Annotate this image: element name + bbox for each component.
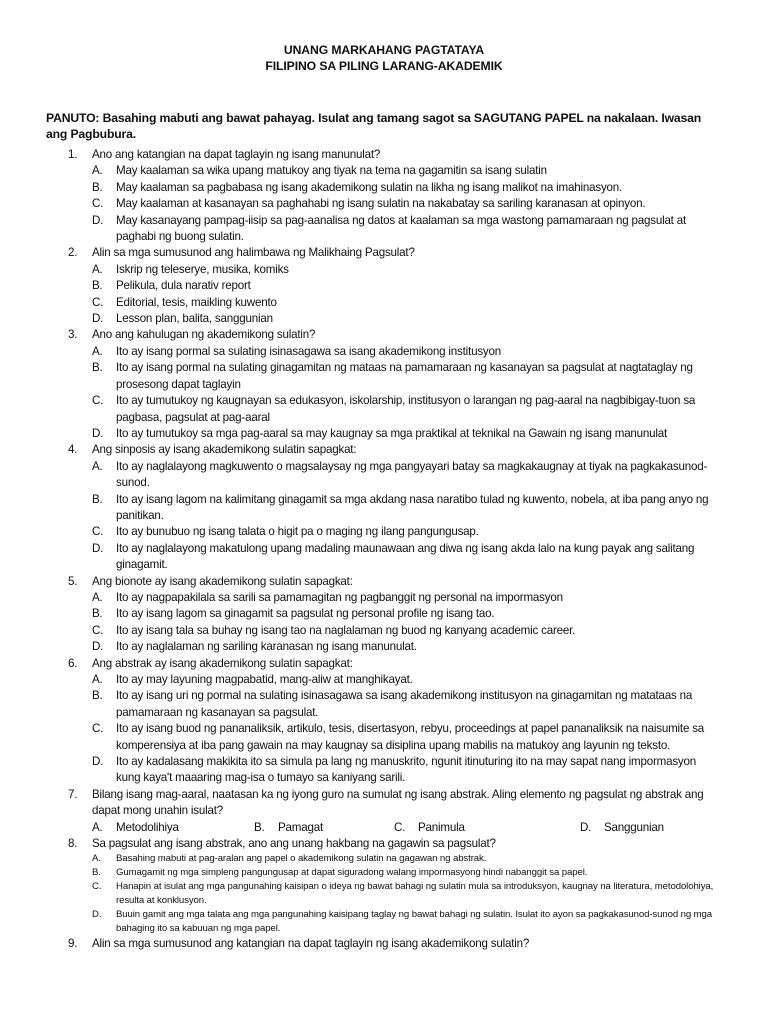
question-text: Sa pagsulat ang isang abstrak, ano ang unang hakbang na gagawin sa pagsulat? [92,837,496,851]
option-a: A. Metodolihiya [92,820,179,834]
option-d: D. Buuin gamit ang mga talata ang mga pangunahing kaisipang taglay ng bawat bahagi ng sulatin. Isulat ito ayon sa pagkakasunod-sunod ng mga bahaging ito sa kabuuan ng mga papel. [92,909,713,934]
question-5 [46,574,722,656]
option-a: A. Ito ay nagpapakilala sa sarili sa pamamagitan ng pagbanggit ng personal na impormasyon [92,590,563,604]
question-text: Ang abstrak ay isang akademikong sulatin sapagkat: [92,656,353,670]
question-text: Ano ang katangian na dapat taglayin ng isang manunulat? [92,148,381,161]
option-c: C. Ito ay isang buod ng pananaliksik, artikulo, tesis, disertasyon, rebyu, proceedings at papel pananaliksik na naisumite sa komperensiya at iba pang gawain na may kaugnay sa disiplina upang mabilis na matukoy ang layunin ng teksto. [92,722,705,752]
question-number: 9. [68,936,78,950]
question-text: Alin sa mga sumusunod ang halimbawa ng Malikhaing Pagsulat? [92,246,415,260]
question-9 [46,936,722,952]
option-d: D. Ito ay naglalayong makatulong upang madaling maunawaan ang diwa ng isang akda lalo na kung payak ang salitang ginagamit. [92,541,695,572]
option-c: C. Ito ay tumutukoy ng kaugnayan sa edukasyon, iskolarship, institusyon o larangan ng pag-aaral na nagbibigay-tuon sa pagbasa, pagsulat at pag-aaral [92,394,696,424]
option-d: D. May kasanayang pampag-iisip sa pag-aanalisa ng datos at kaalaman sa mga wastong pamamaraan ng pagsulat at paghabi ng buong sulatin. [92,213,686,244]
option-b: B. Pamagat [254,820,324,834]
question-6 [46,656,722,787]
question-number: 8. [68,837,78,851]
option-a: A. Ito ay isang pormal sa sulating isinasagawa sa isang akademikong institusyon [92,344,502,358]
question-number: 5. [68,574,78,588]
inline-options [92,820,722,836]
option-d: D. Lesson plan, balita, sanggunian [92,312,273,326]
question-text: Ang sinposis ay isang akademikong sulatin sapagkat: [92,443,357,457]
question-text: Ano ang kahulugan ng akademikong sulatin? [92,328,316,342]
option-b: B. Pelikula, dula narativ report [92,279,251,293]
question-1 [46,147,722,245]
option-b: B. Ito ay isang lagom na kalimitang ginagamit sa mga akdang nasa naratibo tulad ng kuwento, nobela, at iba pang anyo ng panitikan. [92,492,709,522]
exam-title: UNANG MARKAHANG PAGTATAYA [283,43,485,57]
option-b: B. Ito ay isang pormal na sulating ginagamitan ng mataas na pamamaraan ng kasanayan sa pagsulat at nagtataglay ng prosesong dapat taglayin [92,361,693,391]
option-c: C. Panimula [394,820,465,834]
question-number: 4. [68,443,78,457]
instructions: PANUTO: Basahing mabuti ang bawat pahayag. Isulat ang tamang sagot sa SAGUTANG PAPEL na nakalaan. Iwasan ang Pagbubura. [46,111,702,141]
question-7 [46,787,722,836]
exam-subject: FILIPINO SA PILING LARANG-AKADEMIK [265,59,503,73]
question-list [46,147,722,952]
option-c: C. May kaalaman at kasanayan sa paghahabi ng isang sulatin na nakabatay sa sariling karanasan at opinyon. [92,197,646,211]
question-text: Alin sa mga sumusunod ang katangian na dapat taglayin ng isang akademikong sulatin? [92,936,530,950]
question-number: 7. [68,787,78,801]
option-a: A. Ito ay naglalayong magkuwento o magsalaysay ng mga pangyayari batay sa magkakaugnay at tiyak na pagkakasunod-sunod. [92,459,708,490]
option-b: B. Gumagamit ng mga simpleng pangungusap at dapat siguradong walang impormasyong hindi nabanggit sa papel. [92,867,588,879]
option-b: B. Ito ay isang lagom sa ginagamit sa pagsulat ng personal profile ng isang tao. [92,607,495,621]
option-a: A. Iskrip ng teleserye, musika, komiks [92,262,289,276]
option-c: C. Ito ay isang tala sa buhay ng isang tao na naglalaman ng buod ng kanyang academic career. [92,623,576,637]
option-d: D. Ito ay tumutukoy sa mga pag-aaral sa may kaugnay sa mga praktikal at teknikal na Gawain ng isang manunulat [92,426,668,440]
question-3 [46,327,722,442]
question-number: 2. [68,246,78,260]
question-text: Ang bionote ay isang akademikong sulatin sapagkat: [92,574,353,588]
question-number: 6. [68,656,78,670]
question-2 [46,245,722,327]
option-c: C. Hanapin at isulat ang mga pangunahing kaisipan o ideya ng bawat bahagi ng sulatin mula sa introduksyon, kaugnay na literatura, metodolohiya, resulta at konklusyon. [92,881,714,907]
option-c: C. Ito ay bunubuo ng isang talata o higit pa o maging ng ilang pangungusap. [92,525,479,539]
option-d: D. Ito ay kadalasang makikita ito sa simula pa lang ng manuskrito, ngunit itinuturing ito na may sapat nang impormasyon kung kaya't maaaring mag-isa o tumayo sa kaniyang sarili. [92,755,697,785]
option-d: D. Sanggunian [580,820,664,834]
question-number: 1. [68,148,78,161]
question-8 [46,836,722,936]
option-c: C. Editorial, tesis, maikling kuwento [92,295,277,309]
option-a: A. Basahing mabuti at pag-aralan ang papel o akademikong sulatin na gagawan ng abstrak. [92,853,487,865]
exam-header [46,42,722,74]
option-b: B. May kaalaman sa pagbabasa ng isang akademikong sulatin na likha ng isang malikot na imahinasyon. [92,180,623,194]
question-text: Bilang isang mag-aaral, naatasan ka ng iyong guro na sumulat ng isang abstrak. Aling elemento ng pagsulat ng abstrak ang dapat mong unahin isulat? [92,787,704,818]
option-d: D. Ito ay naglalaman ng sariling karanasan ng isang manunulat. [92,640,417,654]
question-number: 3. [68,328,78,342]
option-b: B. Ito ay isang uri ng pormal na sulating isinasagawa sa isang akademikong institusyon na ginagamitan ng matataas na pamamaraan ng kasanayan sa pagsulat. [92,689,693,719]
option-a: A. May kaalaman sa wika upang matukoy ang tiyak na tema na gagamitin sa isang sulatin [92,164,547,178]
option-a: A. Ito ay may layuning magpabatid, mang-aliw at manghikayat. [92,673,413,686]
question-4 [46,442,722,573]
small-options [92,852,722,935]
